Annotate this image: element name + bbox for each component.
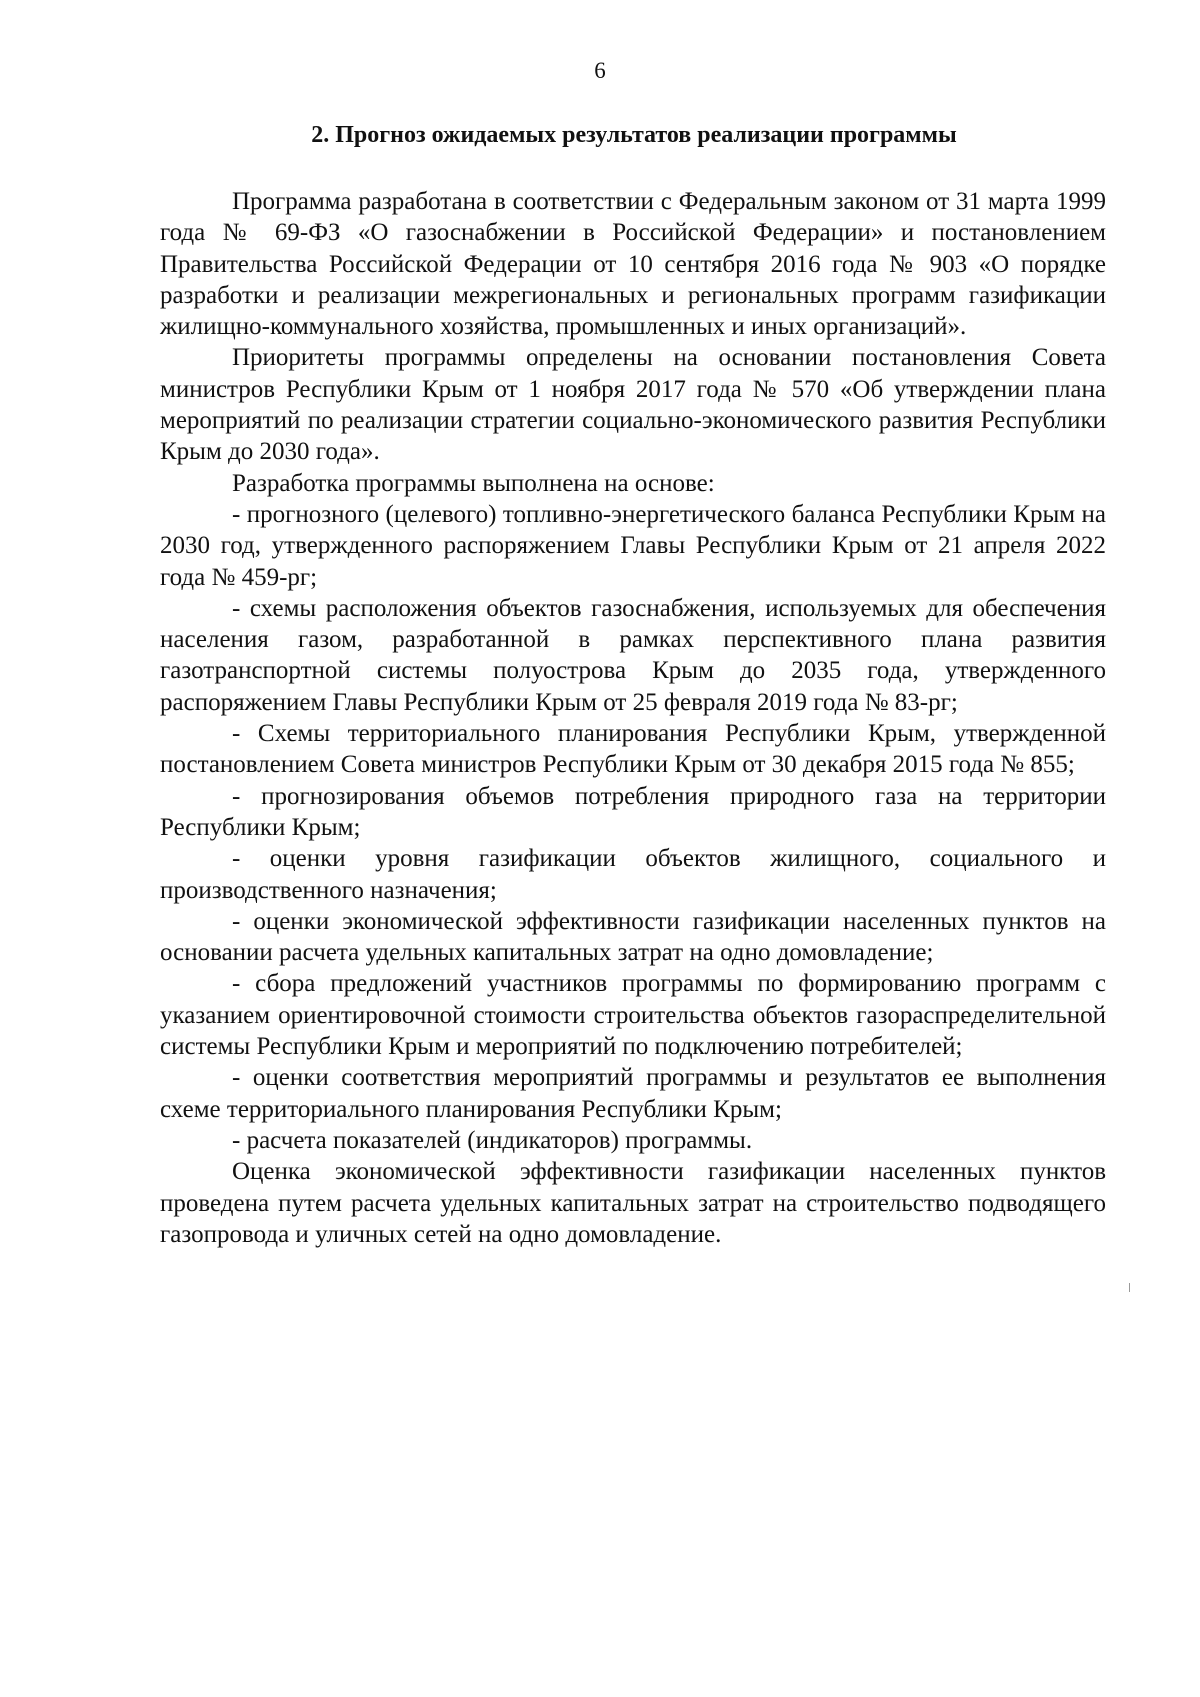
page-number: 6 [594, 58, 606, 83]
list-item-gasification-level: - оценки уровня газификации объектов жилищного, социального и производственного назначения; [160, 845, 1106, 904]
list-item-proposals-collection: - сбора предложений участников программы по формированию программ с указанием ориентировочной стоимости строительства объектов газораспределительной системы Республики Крым и мероприятий по подключению потребителей; [160, 970, 1106, 1061]
document-body [160, 186, 1106, 1250]
paragraph-development-basis: Разработка программы выполнена на основе: [232, 469, 715, 497]
list-item-gas-consumption-forecast: - прогнозирования объемов потребления природного газа на территории Республики Крым; [160, 782, 1106, 841]
paragraph-efficiency-assessment: Оценка экономической эффективности газификации населенных пунктов проведена путем расчета удельных капитальных затрат на строительство подводящего газопровода и уличных сетей на одно домовладение. [160, 1158, 1106, 1248]
paragraph-legal-basis: Программа разработана в соответствии с Федеральным законом от 31 марта 1999 года № 69-ФЗ «О газоснабжении в Российской Федерации» и постановлением Правительства Российской Федерации от 10 сентября 2016 года № 903 «О порядке разработки и реализации межрегиональных и региональных программ газификации жилищно-коммунального хозяйства, промышленных и иных организаций». [160, 188, 1106, 341]
scan-artifact [1129, 1283, 1130, 1292]
section-heading: 2. Прогноз ожидаемых результатов реализации программы [311, 122, 957, 148]
list-item-indicators: - расчета показателей (индикаторов) программы. [232, 1126, 753, 1154]
list-item-economic-efficiency: - оценки экономической эффективности газификации населенных пунктов на основании расчета удельных капитальных затрат на одно домовладение; [160, 907, 1106, 967]
list-item-fuel-energy-balance: - прогнозного (целевого) топливно-энергетического баланса Республики Крым на 2030 год, утвержденного распоряжением Главы Республики Крым от 21 апреля 2022 года № 459-рг; [160, 500, 1106, 591]
paragraph-priorities: Приоритеты программы определены на основании постановления Совета министров Республики Крым от 1 ноября 2017 года № 570 «Об утверждении плана мероприятий по реализации стратегии социально-экономического развития Республики Крым до 2030 года». [160, 344, 1106, 466]
list-item-territorial-planning: - Схемы территориального планирования Республики Крым, утвержденной постановлением Совета министров Республики Крым от 30 декабря 2015 года № 855; [160, 720, 1106, 779]
list-item-gas-supply-scheme: - схемы расположения объектов газоснабжения, используемых для обеспечения населения газом, разработанной в рамках перспективного плана развития газотранспортной системы полуострова Крым до 2035 года, утвержденного распоряжением Главы Республики Крым от 25 февраля 2019 года № 83-рг; [160, 594, 1106, 716]
list-item-compliance-assessment: - оценки соответствия мероприятий программы и результатов ее выполнения схеме территориального планирования Республики Крым; [160, 1064, 1106, 1123]
